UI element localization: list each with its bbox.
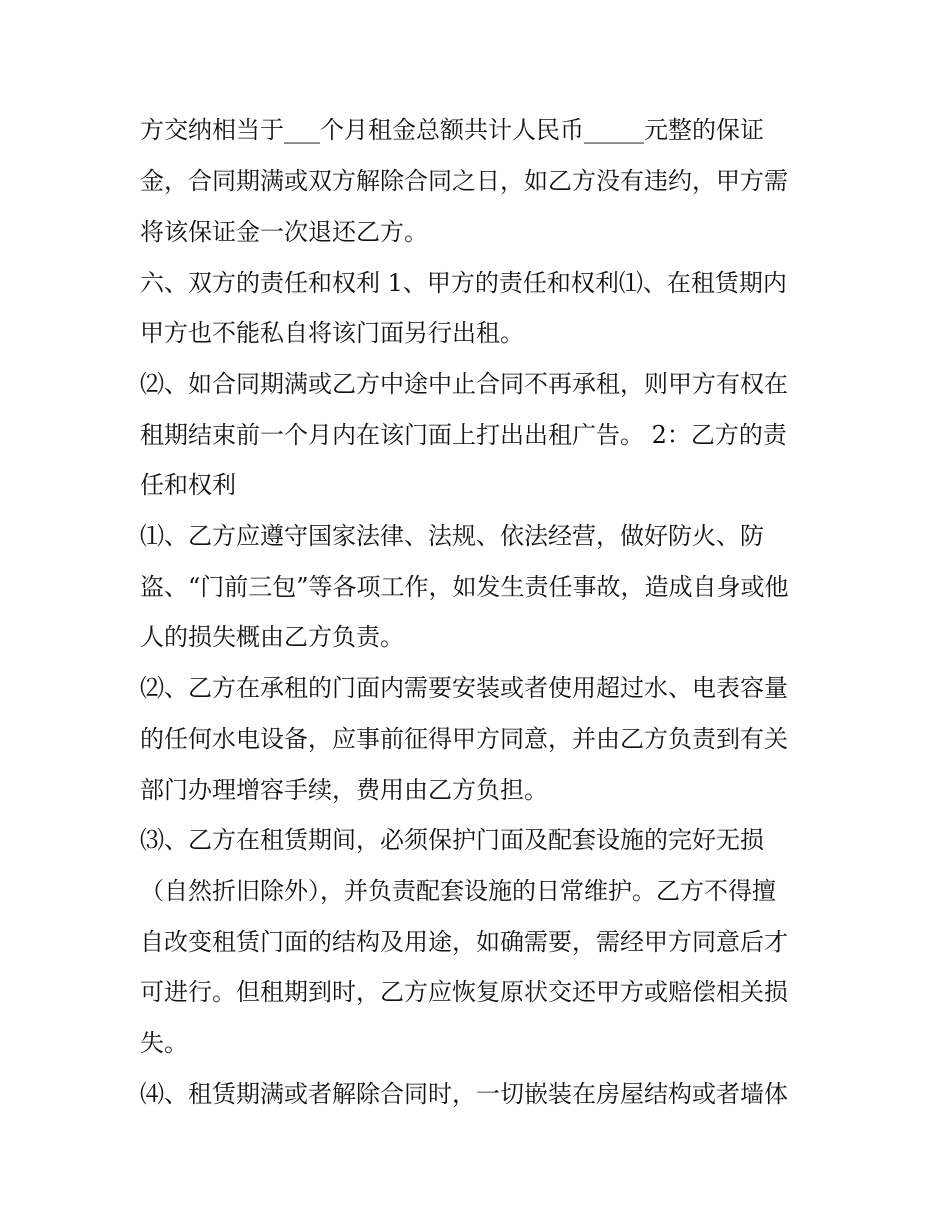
text-line: 可进行。但租期到时，乙方应恢复原状交还甲方或赔偿相关损 (140, 978, 788, 1006)
text-line: 任和权利 (140, 471, 236, 499)
text-line: 自改变租赁门面的结构及用途，如确需要，需经甲方同意后才 (140, 928, 788, 956)
text-line: 盗、“门前三包”等各项工作，如发生责任事故，造成自身或他 (140, 573, 789, 601)
text-line: ⑵、如合同期满或乙方中途中止合同不再承租，则甲方有权在 (140, 370, 788, 398)
text-line: 金，合同期满或双方解除合同之日，如乙方没有违约，甲方需 (140, 167, 788, 195)
text-line: ⑷、租赁期满或者解除合同时，一切嵌装在房屋结构或者墙体 (140, 1080, 788, 1108)
text-line: 的任何水电设备，应事前征得甲方同意，并由乙方负责到有关 (140, 725, 788, 753)
text-line: 甲方也不能私自将该门面另行出租。 (140, 319, 524, 347)
text-line: 部门办理增容手续，费用由乙方负担。 (140, 776, 548, 804)
text-line: 六、双方的责任和权利 1、甲方的责任和权利⑴、在租赁期内 (140, 269, 787, 297)
text-line: 将该保证金一次退还乙方。 (140, 218, 428, 246)
text-line: （自然折旧除外），并负责配套设施的日常维护。乙方不得擅 (140, 877, 776, 905)
text-line: 方交纳相当于___个月租金总额共计人民币_____元整的保证 (140, 116, 764, 144)
text-line: ⑴、乙方应遵守国家法律、法规、依法经营，做好防火、防 (140, 522, 764, 550)
text-line: 租期结束前一个月内在该门面上打出出租广告。 2：乙方的责 (140, 421, 787, 449)
text-line: ⑵、乙方在承租的门面内需要安装或者使用超过水、电表容量 (140, 674, 788, 702)
text-line: 失。 (140, 1029, 188, 1057)
text-line: ⑶、乙方在租赁期间，必须保护门面及配套设施的完好无损 (140, 826, 764, 854)
text-line: 人的损失概由乙方负责。 (140, 623, 404, 651)
